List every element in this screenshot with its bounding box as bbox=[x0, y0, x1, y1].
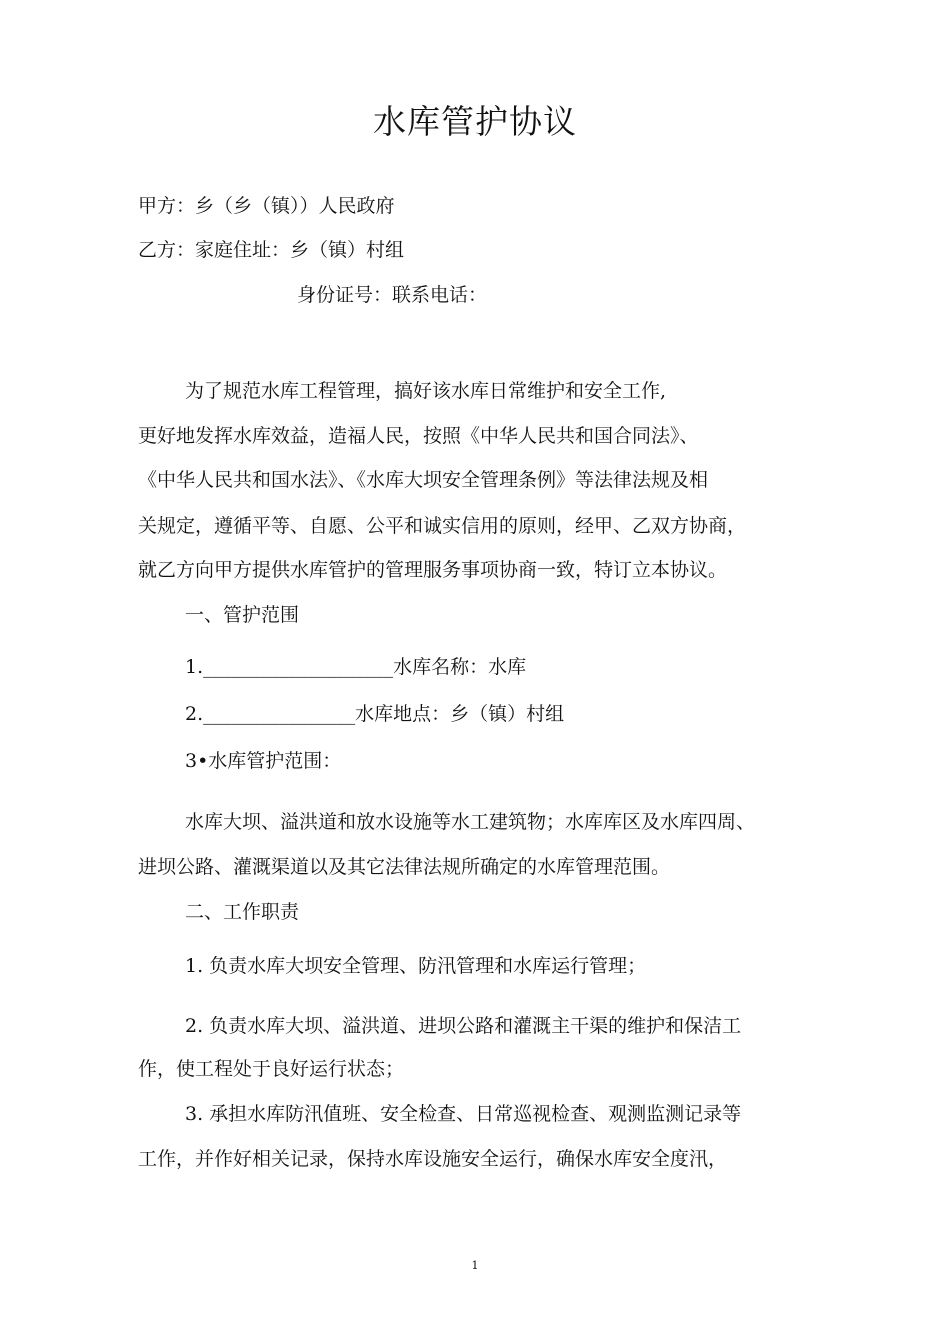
duty-2-line-2: 作，使工程处于良好运行状态； bbox=[138, 1058, 405, 1080]
scope-line-2: 进坝公路、灌溉渠道以及其它法律法规所确定的水库管理范围。 bbox=[138, 856, 671, 878]
document-title: 水库管护协议 bbox=[373, 102, 577, 141]
intro-line-1: 为了规范水库工程管理，搞好该水库日常维护和安全工作, bbox=[185, 380, 667, 402]
scope-item-3: 3•水库管护范围： bbox=[185, 750, 342, 772]
id-phone-line: 身份证号：联系电话： bbox=[297, 284, 488, 306]
section2-heading: 二、工作职责 bbox=[185, 901, 300, 923]
scope-line-1: 水库大坝、溢洪道和放水设施等水工建筑物；水库库区及水库四周、 bbox=[185, 811, 756, 833]
intro-line-2: 更好地发挥水库效益，造福人民，按照《中华人民共和国合同法》、 bbox=[138, 425, 699, 447]
page-number: 1 bbox=[471, 1259, 479, 1272]
party-b-line: 乙方：家庭住址：乡（镇）村组 bbox=[138, 239, 405, 261]
party-a-line: 甲方：乡（乡（镇））人民政府 bbox=[138, 195, 395, 217]
intro-line-4: 关规定，遵循平等、自愿、公平和诚实信用的原则，经甲、乙双方协商， bbox=[138, 515, 747, 537]
duty-3-line-1: 3. 承担水库防汛值班、安全检查、日常巡视检查、观测监测记录等 bbox=[185, 1103, 742, 1125]
duty-3-line-2: 工作，并作好相关记录，保持水库设施安全运行，确保水库安全度汛， bbox=[138, 1148, 728, 1170]
scope-item-1: 1.____________________水库名称：水库 bbox=[185, 656, 527, 678]
intro-line-3: 《中华人民共和国水法》、《水库大坝安全管理条例》等法律法规及相 bbox=[138, 469, 709, 491]
scope-item-2: 2.________________水库地点：乡（镇）村组 bbox=[185, 703, 565, 725]
section1-heading: 一、管护范围 bbox=[185, 604, 300, 626]
duty-1: 1. 负责水库大坝安全管理、防汛管理和水库运行管理； bbox=[185, 955, 647, 977]
intro-line-5: 就乙方向甲方提供水库管护的管理服务事项协商一致，特订立本协议。 bbox=[138, 559, 728, 581]
duty-2-line-1: 2. 负责水库大坝、溢洪道、进坝公路和灌溉主干渠的维护和保洁工 bbox=[185, 1015, 742, 1037]
